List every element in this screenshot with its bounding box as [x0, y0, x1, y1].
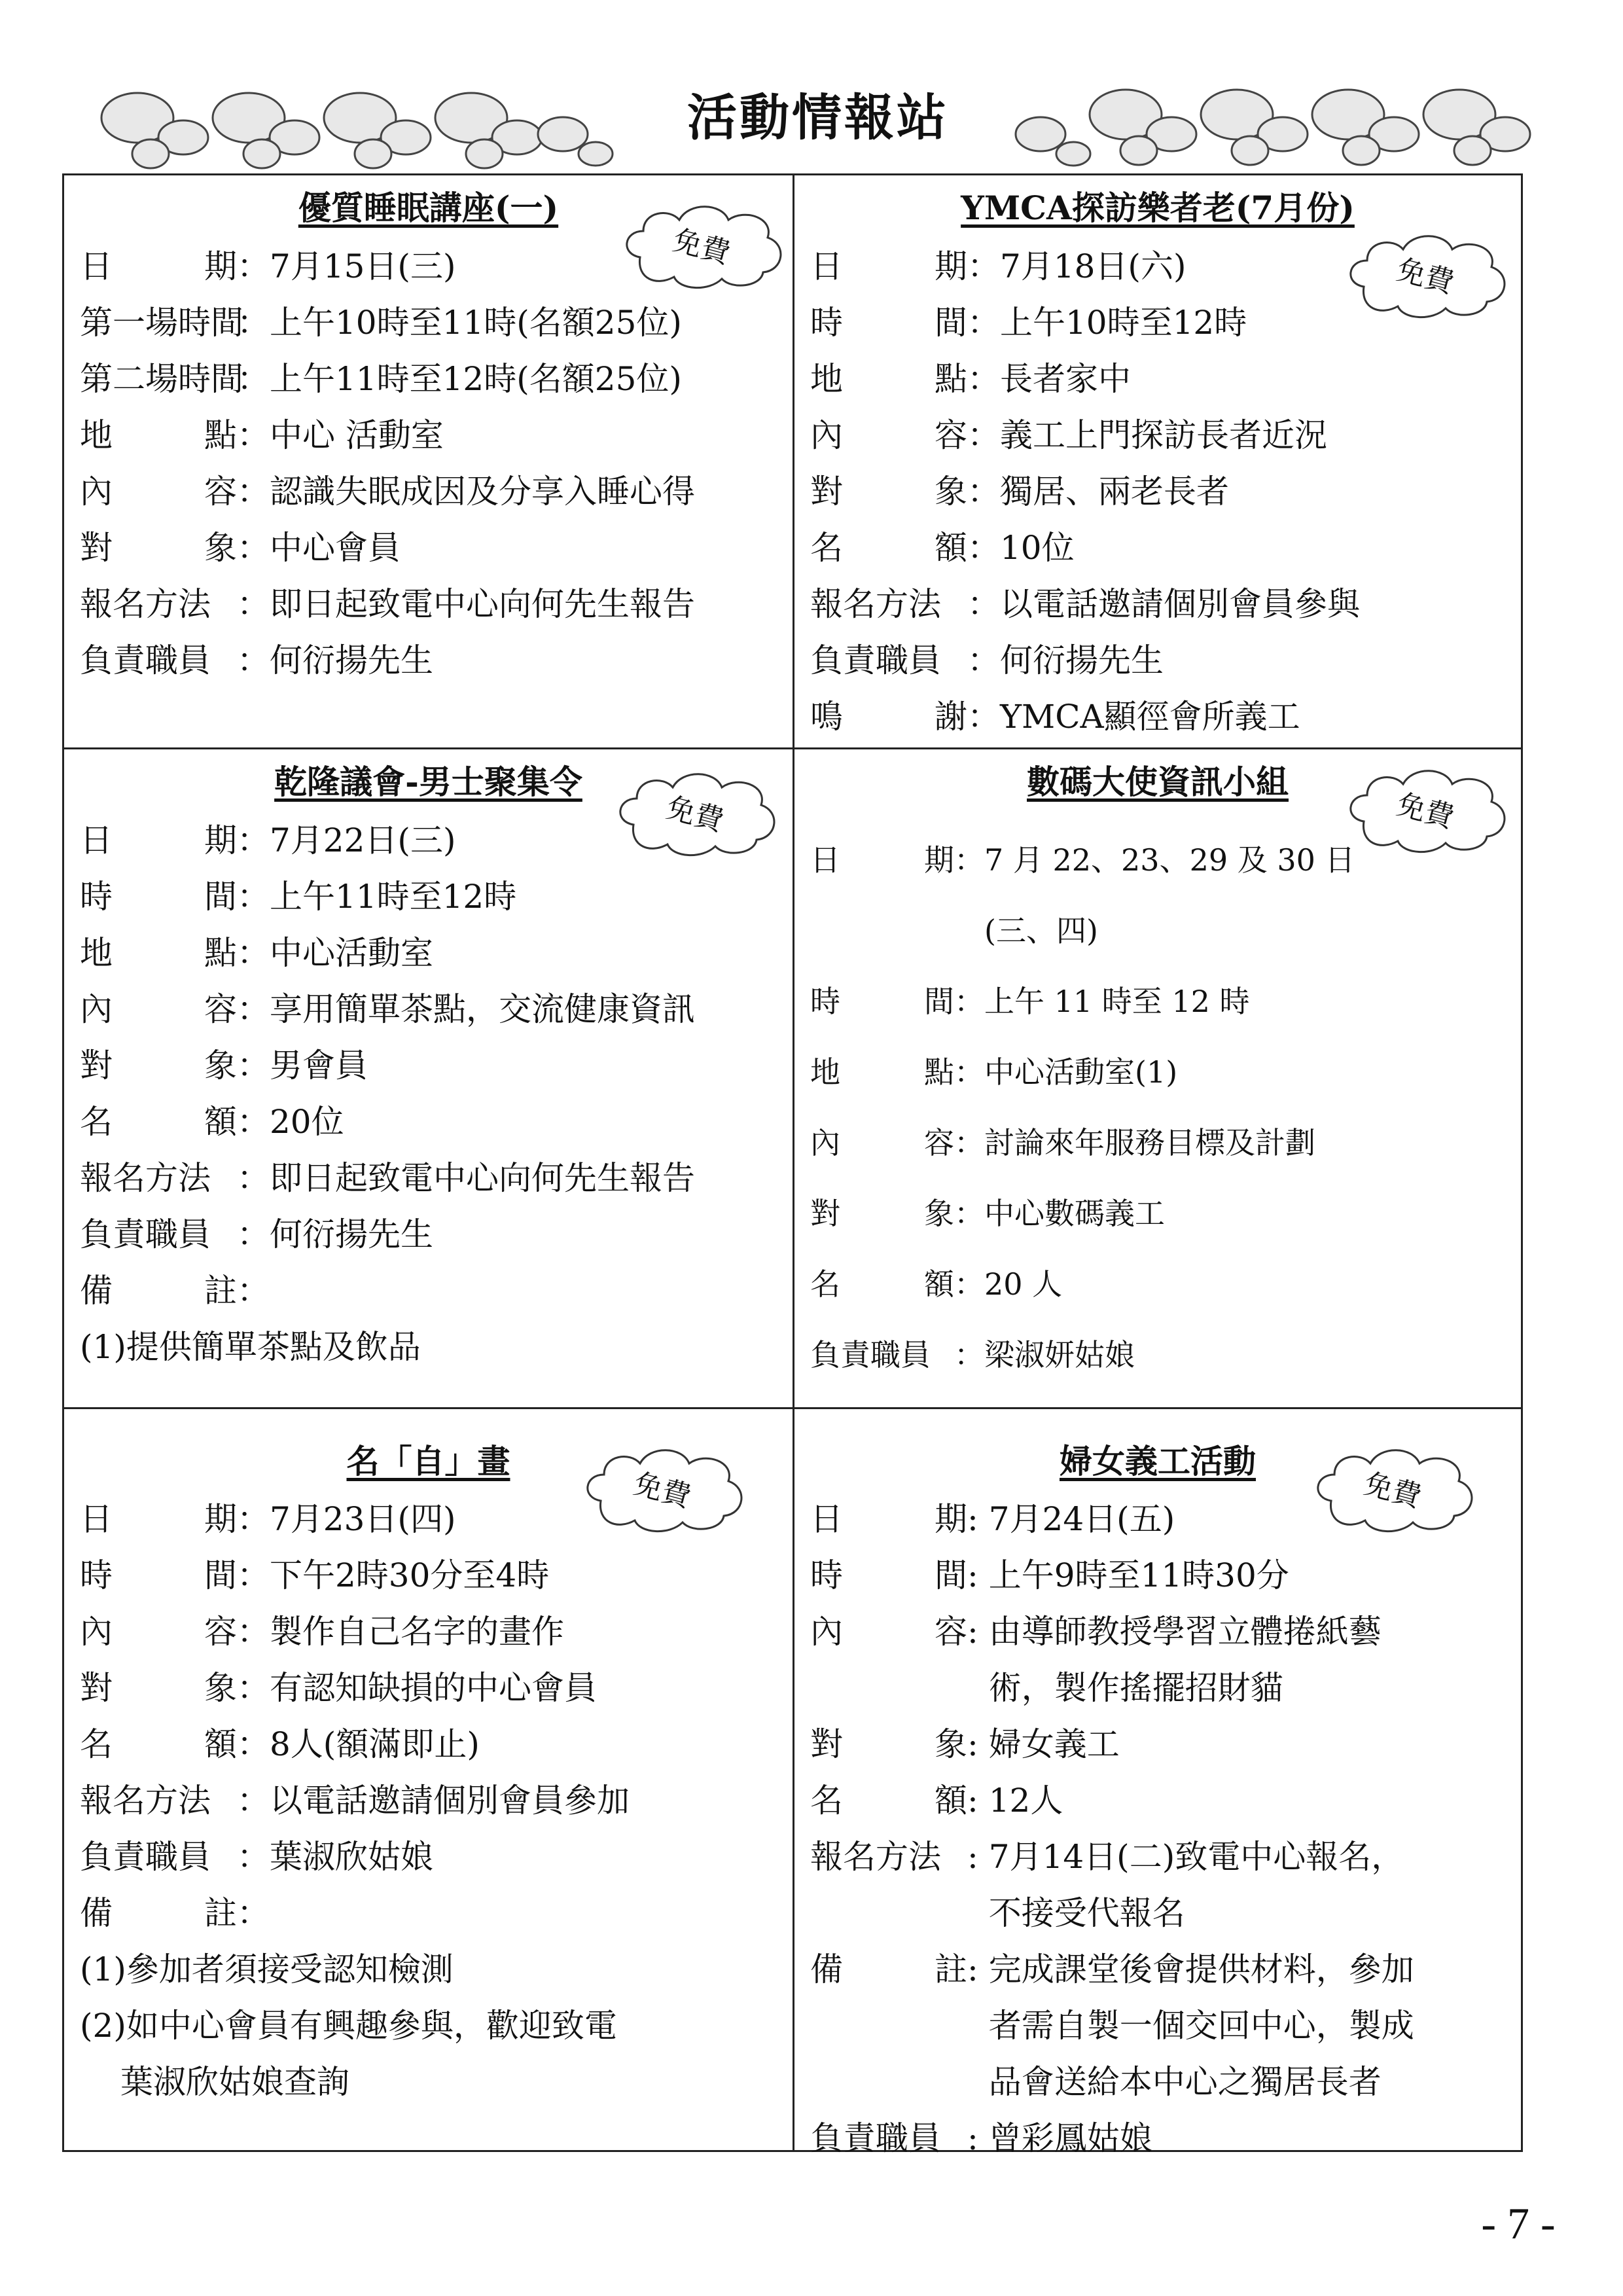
- field-value: 認識失眠成因及分享入睡心得: [270, 473, 695, 511]
- info-row: [80, 1263, 786, 1319]
- info-row: [810, 966, 1514, 1037]
- field-colon: ：: [237, 1556, 270, 1594]
- info-row: [810, 689, 1514, 745]
- field-value: 不接受代報名: [988, 1894, 1185, 1932]
- info-row: [810, 632, 1514, 689]
- field-label: 時 間: [810, 984, 954, 1019]
- field-label: 內 容: [80, 1613, 237, 1651]
- field-label: 報名方法: [810, 585, 941, 623]
- note-line: 葉淑欣姑娘查詢: [120, 2063, 349, 2101]
- activity-cell-ymca-visit: [794, 175, 1521, 749]
- field-label: 負責職員: [80, 641, 211, 679]
- field-label: 地 點: [810, 1054, 954, 1090]
- field-value: 義工上門探訪長者近況: [1000, 416, 1327, 454]
- field-label: 對 象: [810, 1196, 954, 1231]
- note-line: (1)參加者須接受認知檢測: [80, 1950, 454, 1988]
- field-colon: ：: [237, 304, 270, 342]
- info-row: [810, 1998, 1514, 2054]
- field-value: 上午11時至12時: [270, 878, 517, 916]
- field-label: 備 註: [80, 1894, 237, 1932]
- field-value: 7月23日(四): [270, 1500, 456, 1538]
- field-label: 第二場時間: [80, 360, 243, 398]
- field-value: 葉淑欣姑娘: [270, 1838, 433, 1876]
- field-label: 內 容: [810, 416, 967, 454]
- info-row: [80, 632, 786, 689]
- field-value: (三、四): [984, 913, 1098, 948]
- field-colon: ：: [237, 585, 270, 623]
- field-value: 何衍揚先生: [1000, 641, 1164, 679]
- field-label: 時 間: [80, 878, 237, 916]
- field-label: 對 象: [810, 473, 967, 511]
- field-value: 即日起致電中心向何先生報告: [270, 585, 695, 623]
- field-colon: ：: [967, 529, 1000, 567]
- activity-title: 數碼大使資訊小組: [1027, 762, 1289, 801]
- info-row: [810, 2110, 1514, 2166]
- activity-title: 乾隆議會-男士聚集令: [274, 762, 582, 801]
- info-row: [810, 1547, 1514, 1604]
- field-label: 報名方法: [80, 1782, 211, 1820]
- field-colon: ：: [967, 304, 1000, 342]
- field-value: 製作自己名字的畫作: [270, 1613, 564, 1651]
- field-value: 7月18日(六): [1000, 247, 1186, 285]
- info-row: [810, 1249, 1514, 1319]
- field-value: 何衍揚先生: [270, 1215, 433, 1253]
- field-colon: ：: [237, 473, 270, 511]
- field-value: 婦女義工: [988, 1725, 1120, 1763]
- field-label: [810, 1998, 967, 2054]
- info-row: [80, 812, 786, 869]
- field-label: 時 間: [810, 304, 967, 342]
- field-label: 名 額: [810, 1266, 954, 1302]
- field-value: 長者家中: [1000, 360, 1131, 398]
- field-colon: ：: [237, 878, 270, 916]
- info-row: [810, 238, 1514, 295]
- field-colon: ：: [237, 360, 270, 398]
- field-value: 上午10時至11時(名額25位): [270, 304, 682, 342]
- info-row: [810, 895, 1514, 966]
- field-value: 完成課堂後會提供材料，參加: [988, 1950, 1414, 1988]
- field-value: 10位: [1000, 529, 1075, 567]
- info-row: [80, 1885, 786, 1941]
- info-row: [80, 576, 786, 632]
- activity-title: 優質睡眠講座(一): [298, 188, 559, 227]
- info-row: [80, 351, 786, 407]
- field-label: 日 期: [80, 1500, 237, 1538]
- note-line: (2)如中心會員有興趣參與，歡迎致電: [80, 2007, 617, 2045]
- field-colon: :: [967, 1838, 989, 1876]
- field-label: 內 容: [810, 1613, 967, 1651]
- field-colon: ：: [237, 1613, 270, 1651]
- field-label: 時 間: [810, 1556, 967, 1594]
- activity-cell-digital-ambassador: [794, 749, 1521, 1409]
- field-colon: ：: [237, 934, 270, 972]
- field-label: 對 象: [80, 1047, 237, 1085]
- field-colon: ：: [237, 1894, 270, 1932]
- field-colon: :: [967, 1613, 989, 1651]
- field-value: 7月22日(三): [270, 821, 456, 859]
- field-value: 中心 活動室: [270, 416, 444, 454]
- field-label: 對 象: [810, 1725, 967, 1763]
- info-row: [80, 295, 786, 351]
- badge-label: 免費: [662, 791, 727, 838]
- field-value: 何衍揚先生: [270, 641, 433, 679]
- field-label: 名 額: [810, 1782, 967, 1820]
- field-colon: ：: [237, 247, 270, 285]
- info-row: [810, 1107, 1514, 1178]
- info-row: [810, 1604, 1514, 1660]
- field-colon: ：: [237, 1838, 270, 1876]
- field-label: 內 容: [810, 1125, 954, 1160]
- field-value: 討論來年服務目標及計劃: [984, 1125, 1315, 1160]
- badge-label: 免費: [1393, 787, 1457, 835]
- field-colon: ：: [967, 585, 1000, 623]
- field-value: 下午2時30分至4時: [270, 1556, 550, 1594]
- field-value: 曾彩鳳姑娘: [988, 2119, 1152, 2157]
- info-row: [810, 407, 1514, 463]
- field-value: 上午 11 時至 12 時: [984, 984, 1250, 1019]
- info-row: [80, 1491, 786, 1547]
- info-row: [80, 1660, 786, 1716]
- field-colon: :: [967, 1556, 989, 1594]
- info-row: [80, 407, 786, 463]
- field-label: 日 期: [810, 1500, 967, 1538]
- field-label: [810, 1660, 967, 1716]
- field-colon: ：: [954, 1054, 984, 1090]
- field-label: 備 註: [810, 1950, 967, 1988]
- activity-title: 名「自」畫: [346, 1442, 510, 1480]
- badge-label: 免費: [630, 1467, 694, 1515]
- field-colon: ：: [967, 698, 1000, 736]
- field-colon: ：: [237, 416, 270, 454]
- field-value: 上午11時至12時(名額25位): [270, 360, 682, 398]
- field-colon: ：: [954, 984, 984, 1019]
- activity-cell-men-gathering: [64, 749, 794, 1409]
- info-row: [80, 1037, 786, 1094]
- info-row: [80, 1772, 786, 1829]
- field-label: 內 容: [80, 990, 237, 1028]
- field-label: 負責職員: [80, 1215, 211, 1253]
- info-row: [810, 825, 1514, 895]
- field-value: 者需自製一個交回中心，製成: [988, 2007, 1414, 2045]
- badge-label: 免費: [1360, 1467, 1425, 1515]
- field-colon: ：: [954, 1196, 984, 1231]
- field-value: 7月14日(二)致電中心報名，: [988, 1838, 1404, 1876]
- field-label: 名 額: [80, 1725, 237, 1763]
- page-header: [85, 62, 1538, 173]
- field-colon: :: [967, 1500, 989, 1538]
- info-row: [80, 925, 786, 981]
- field-colon: ：: [237, 1725, 270, 1763]
- badge-label: 免費: [669, 223, 734, 271]
- field-value: 20 人: [984, 1266, 1063, 1302]
- field-label: 負責職員: [810, 641, 941, 679]
- info-row: [810, 2054, 1514, 2110]
- field-label: 負責職員: [810, 2119, 941, 2157]
- info-row: [80, 981, 786, 1037]
- field-colon: ：: [967, 247, 1000, 285]
- field-label: 名 額: [80, 1103, 237, 1141]
- field-value: 中心活動室: [270, 934, 433, 972]
- info-row: [810, 351, 1514, 407]
- info-row: [810, 520, 1514, 576]
- field-colon: ：: [237, 641, 270, 679]
- field-value: 7月24日(五): [988, 1500, 1175, 1538]
- field-colon: :: [967, 1725, 989, 1763]
- info-row: [80, 1829, 786, 1885]
- field-value: 上午9時至11時30分: [988, 1556, 1289, 1594]
- field-colon: :: [967, 1950, 989, 1988]
- info-row: [810, 463, 1514, 520]
- field-label: [810, 1885, 967, 1941]
- field-colon: ：: [237, 1669, 270, 1707]
- field-colon: ：: [237, 1159, 270, 1197]
- field-value: 享用簡單茶點，交流健康資訊: [270, 990, 695, 1028]
- field-label: [810, 895, 954, 966]
- field-value: 即日起致電中心向何先生報告: [270, 1159, 695, 1197]
- info-row: [80, 520, 786, 576]
- info-row: [810, 1829, 1514, 1885]
- field-colon: ：: [237, 1215, 270, 1253]
- info-row: [80, 869, 786, 925]
- info-row: [810, 1491, 1514, 1547]
- field-label: [810, 2054, 967, 2110]
- field-colon: :: [967, 1782, 989, 1820]
- activity-grid: [62, 173, 1523, 2157]
- field-label: 對 象: [80, 529, 237, 567]
- field-colon: ：: [967, 416, 1000, 454]
- info-row: [810, 1319, 1514, 1390]
- field-label: 日 期: [810, 247, 967, 285]
- field-value: 7 月 22、23、29 及 30 日: [984, 842, 1355, 878]
- page-title: 活動情報站: [687, 88, 949, 147]
- field-label: 對 象: [80, 1669, 237, 1707]
- info-row: [80, 1094, 786, 1150]
- field-label: 報名方法: [80, 1159, 211, 1197]
- field-label: 報名方法: [80, 585, 211, 623]
- field-value: 20位: [270, 1103, 344, 1141]
- info-row: [80, 1547, 786, 1604]
- field-colon: ：: [237, 529, 270, 567]
- field-label: 報名方法: [810, 1838, 941, 1876]
- info-row: [810, 1772, 1514, 1829]
- page-number: - 7 -: [1481, 2198, 1556, 2248]
- field-colon: ：: [237, 990, 270, 1028]
- note-line: (1)提供簡單茶點及飲品: [80, 1328, 421, 1366]
- clover-decoration-icon: [1008, 69, 1544, 173]
- field-label: 日 期: [80, 821, 237, 859]
- field-label: 鳴 謝: [810, 698, 967, 736]
- field-label: 名 額: [810, 529, 967, 567]
- field-value: 中心活動室(1): [984, 1054, 1178, 1090]
- badge-label: 免費: [1393, 253, 1457, 300]
- field-colon: ：: [967, 473, 1000, 511]
- field-colon: ：: [237, 1103, 270, 1141]
- field-value: 男會員: [270, 1047, 368, 1085]
- field-colon: ：: [967, 641, 1000, 679]
- field-value: 以電話邀請個別會員參加: [270, 1782, 630, 1820]
- field-colon: ：: [237, 1272, 270, 1310]
- field-value: 中心會員: [270, 529, 401, 567]
- field-label: 負責職員: [810, 1337, 931, 1372]
- clover-decoration-icon: [85, 69, 622, 173]
- field-label: 內 容: [80, 473, 237, 511]
- info-row: [80, 1604, 786, 1660]
- activity-title: 婦女義工活動: [1060, 1442, 1256, 1480]
- field-value: 7月15日(三): [270, 247, 456, 285]
- field-colon: ：: [954, 1125, 984, 1160]
- field-colon: ：: [954, 1266, 984, 1302]
- field-value: 品會送給本中心之獨居長者: [988, 2063, 1382, 2101]
- activity-cell-name-art: [64, 1409, 794, 2150]
- field-colon: ：: [954, 842, 984, 878]
- field-label: 備 註: [80, 1272, 237, 1310]
- field-value: 12人: [988, 1782, 1063, 1820]
- info-row: [810, 576, 1514, 632]
- activity-title: YMCA探訪樂者老(7月份): [961, 188, 1355, 227]
- info-row: [810, 1037, 1514, 1107]
- field-label: 負責職員: [80, 1838, 211, 1876]
- field-colon: ：: [954, 1337, 984, 1372]
- info-row: [80, 463, 786, 520]
- field-value: 有認知缺損的中心會員: [270, 1669, 597, 1707]
- field-value: 術，製作搖擺招財貓: [988, 1669, 1283, 1707]
- field-label: 地 點: [810, 360, 967, 398]
- field-value: 上午10時至12時: [1000, 304, 1247, 342]
- field-colon: ：: [967, 360, 1000, 398]
- activity-cell-women-volunteer: [794, 1409, 1521, 2157]
- field-label: 地 點: [80, 416, 237, 454]
- field-label: 第一場時間: [80, 304, 243, 342]
- info-row: [810, 1941, 1514, 1998]
- info-row: [80, 238, 786, 295]
- field-value: 梁淑妍姑娘: [984, 1337, 1135, 1372]
- field-label: 日 期: [80, 247, 237, 285]
- info-row: [810, 1178, 1514, 1249]
- info-row: [810, 295, 1514, 351]
- field-colon: ：: [237, 1500, 270, 1538]
- field-colon: ：: [237, 1782, 270, 1820]
- field-label: 地 點: [80, 934, 237, 972]
- field-value: 由導師教授學習立體捲紙藝: [988, 1613, 1382, 1651]
- field-label: 時 間: [80, 1556, 237, 1594]
- field-value: 獨居、兩老長者: [1000, 473, 1229, 511]
- info-row: [810, 1885, 1514, 1941]
- info-row: [810, 1660, 1514, 1716]
- field-colon: :: [967, 2119, 989, 2157]
- field-colon: ：: [237, 821, 270, 859]
- field-colon: ：: [237, 1047, 270, 1085]
- field-label: 日 期: [810, 842, 954, 878]
- field-value: 8人(額滿即止): [270, 1725, 480, 1763]
- info-row: [80, 1716, 786, 1772]
- field-value: 以電話邀請個別會員參與: [1000, 585, 1360, 623]
- field-value: YMCA顯徑會所義工: [1000, 698, 1300, 736]
- info-row: [80, 1150, 786, 1206]
- activity-cell-sleep-talk: [64, 175, 794, 749]
- field-value: 中心數碼義工: [984, 1196, 1165, 1231]
- info-row: [810, 1716, 1514, 1772]
- info-row: [80, 1206, 786, 1263]
